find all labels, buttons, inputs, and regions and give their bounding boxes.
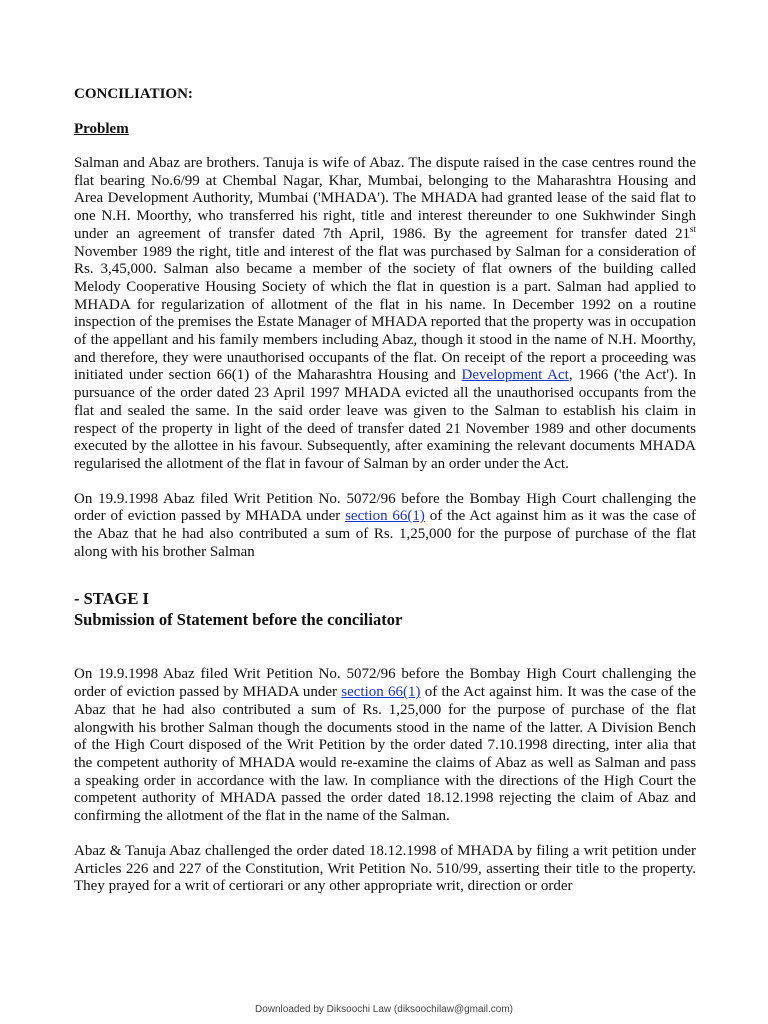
paragraph-writ-petition [74, 491, 696, 562]
paragraph-facts-text-c: , 1966 ('the Act'). In pursuance of the order dated 23 April 1997 MHADA evicted all the unauthorised occupants from the flat and sealed the same. In the said order leave was given to the Salman to establish his claim in respect of the property in light of the deed of transfer dated 21 November 1989 and other documents executed by the allottee in his favour. Subsequently, after examining the relevant documents MHADA regularised the allotment of the flat in favour of Salman by an order under the Act. [74, 367, 697, 472]
document-page [74, 86, 696, 896]
stage-title: - STAGE I [74, 589, 149, 609]
download-footer: Downloaded by Diksoochi Law (diksoochilaw@gmail.com) [254, 1004, 514, 1015]
paragraph-facts [74, 155, 696, 474]
paragraph-writ-text-a: On 19.9.1998 Abaz filed Writ Petition No. 5072/96 before the Bombay High Court challenging the order of eviction passed by MHADA under [74, 490, 696, 525]
section-66-1-link-stage[interactable]: section 66(1) [341, 684, 421, 701]
paragraph-writ-text-b: of the Act against him as it was the case of the Abaz that he had also contributed a sum of Rs. 1,25,000 for the purpose of purchase of the flat along with his brother Salman [74, 508, 697, 560]
ordinal-superscript: st [689, 223, 696, 234]
development-act-link[interactable]: Development Act [461, 367, 569, 384]
paragraph-facts-text-b: November 1989 the right, title and interest of the flat was purchased by Salman for a consideration of Rs. 3,45,000. Salman also became a member of the society of flat owners of the building called Melody Cooperative Housing Society of which the flat in question is a part. Salman had applied to MHADA for regularization of allotment of the flat in his name. In December 1992 on a routine inspection of the premises the Estate Manager of MHADA reported that the property was in occupation of the appellant and his family members including Abaz, though it stood in the name of N.H. Moorthy, and therefore, they were unauthorised occupants of the flat. On receipt of the report a proceeding was initiated under section 66(1) of the Maharashtra Housing and [74, 243, 696, 384]
paragraph-stage-statement [74, 666, 696, 825]
paragraph-stage-text-b: of the Act against him. It was the case of the Abaz that he had also contributed a sum of Rs. 1,25,000 for the purpose of purchase of the flat alongwith his brother Salman though the documents stood in the name of the latter. A Division Bench of the High Court disposed of the Writ Petition by the order dated 7.10.1998 directing, inter alia that the competent authority of MHADA would re-examine the claims of Abaz as well as Salman and pass a speaking order in accordance with the law. In compliance with the directions of the High Court the competent authority of MHADA passed the order dated 18.12.1998 rejecting the claim of Abaz and confirming the allotment of the flat in the name of the Salman. [74, 684, 697, 825]
paragraph-challenge: Abaz & Tanuja Abaz challenged the order dated 18.12.1998 of MHADA by filing a writ petition under Articles 226 and 227 of the Constitution, Writ Petition No. 510/99, asserting their title to the property. They prayed for a writ of certiorari or any other appropriate writ, direction or order [74, 842, 696, 895]
stage-subtitle: Submission of Statement before the conciliator [74, 610, 403, 630]
paragraph-facts-text-a: Salman and Abaz are brothers. Tanuja is wife of Abaz. The dispute raised in the case centres round the flat bearing No.6/99 at Chembal Nagar, Khar, Mumbai, belonging to the Maharashtra Housing and Area Development Authority, Mumbai ('MHADA'). The MHADA had granted lease of the said flat to one N.H. Moorthy, who transferred his right, title and interest thereunder to one Sukhwinder Singh under an agreement of transfer dated 7th April, 1986. By the agreement for transfer dated 21 [74, 155, 696, 242]
section-heading: CONCILIATION: [74, 86, 193, 102]
section-66-1-link[interactable]: section 66(1) [345, 508, 425, 525]
paragraph-stage-text-a: On 19.9.1998 Abaz filed Writ Petition No. 5072/96 before the Bombay High Court challenging the order of eviction passed by MHADA under [74, 666, 696, 701]
problem-heading: Problem [74, 121, 129, 137]
